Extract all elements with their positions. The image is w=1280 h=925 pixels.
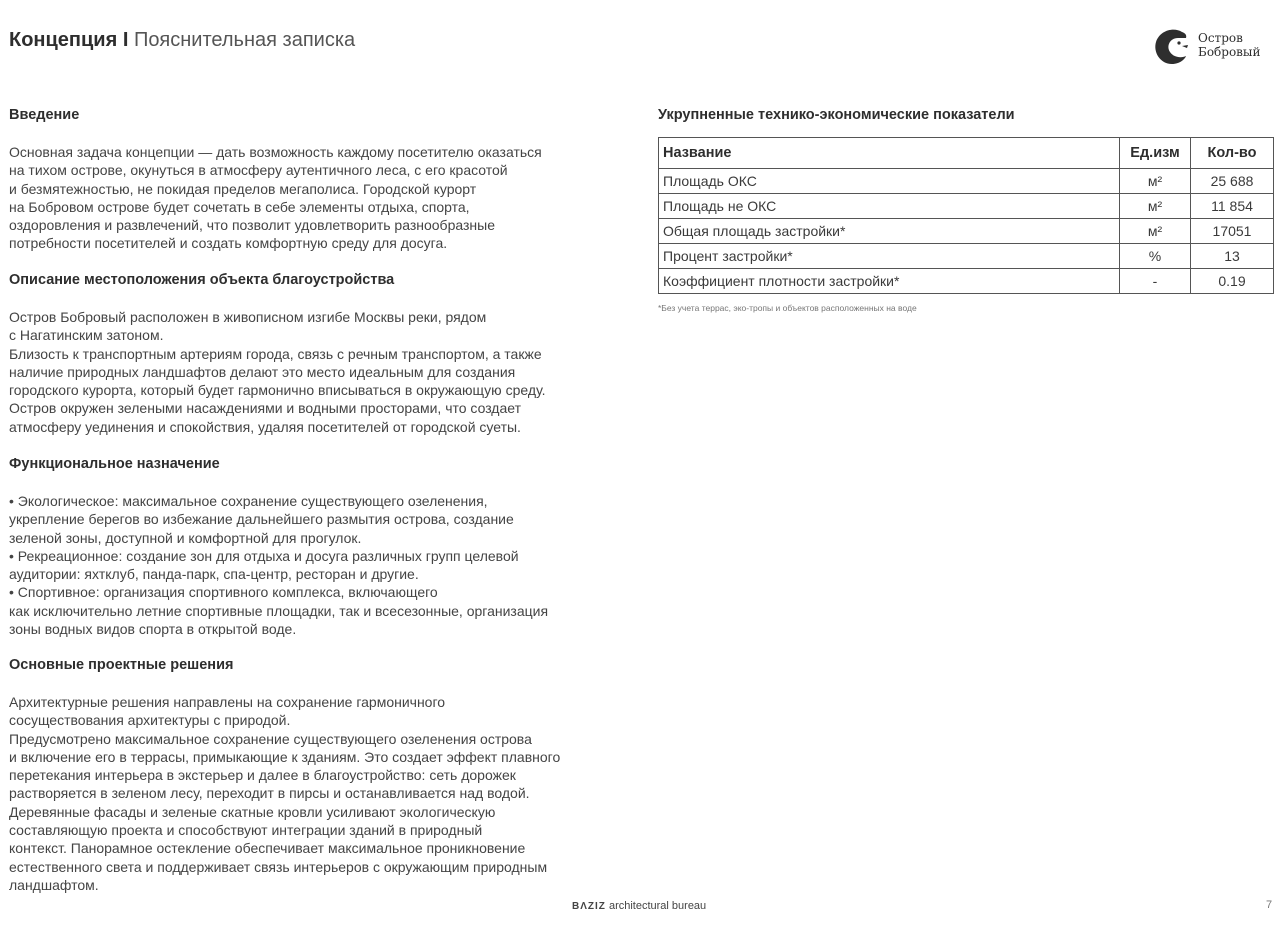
page-title-section: Концепция I bbox=[9, 29, 129, 51]
table-row bbox=[659, 169, 1274, 194]
section-heading-intro: Введение bbox=[9, 107, 80, 123]
column-header-unit: Ед.изм bbox=[1120, 138, 1191, 169]
table-footnote: *Без учета террас, эко-тропы и объектов расположенных на воде bbox=[658, 303, 917, 313]
row-qty: 17051 bbox=[1191, 219, 1274, 244]
section-text-solutions: Архитектурные решения направлены на сохранение гармоничного сосуществования архитектуры с природой. Предусмотрено максимальное сохранение существующего озеленения острова и включение его в террасы, примыкающие к зданиям. Это создает эффект плавного перетекания интерьера в экстерьер и далее в благоустройство: сеть дорожек растворяется в зеленом лесу, переходит в пирсы и останавливается над водой. Деревянные фасады и зеленые скатные кровли усиливают экологическую составляющую проекта и способствуют интеграции зданий в природный контекст. Панорамное остекление обеспечивает максимальное проникновение естественного света и поддерживает связь интерьеров с окружающим природным ландшафтом. bbox=[9, 694, 561, 893]
section-text-location: Остров Бобровый расположен в живописном изгибе Москвы реки, рядом с Нагатинским затоном. Близость к транспортным артериям города, связь с речным транспортом, а также наличие природных ландшафтов делают это место идеальным для создания городского курорта, который будет гармонично вписываться в окружающую среду. Остров окружен зелеными насаждениями и водными просторами, что создает атмосферу уединения и спокойствия, удаляя посетителей от городской суеты. bbox=[9, 309, 546, 435]
row-name: Общая площадь застройки* bbox=[659, 219, 1120, 244]
section-intro bbox=[9, 106, 629, 253]
table-row bbox=[659, 244, 1274, 269]
row-name: Процент застройки* bbox=[659, 244, 1120, 269]
column-header-name: Название bbox=[659, 138, 1120, 169]
section-solutions bbox=[9, 656, 629, 894]
section-text-intro: Основная задача концепции — дать возможность каждому посетителю оказаться на тихом острове, окунуться в атмосферу аутентичного леса, с его красотой и безмятежностью, не покидая пределов мегаполиса. Городской курорт на Бобровом острове будет сочетать в себе элементы отдыха, спорта, оздоровления и развлечений, что позволит удовлетворить разнообразные потребности посетителей и создать комфортную среду для досуга. bbox=[9, 144, 542, 252]
logo bbox=[1152, 26, 1276, 68]
page-title-subtitle: Пояснительная записка bbox=[133, 29, 356, 51]
section-text-function: • Экологическое: максимальное сохранение существующего озеленения, укрепление берегов во избежание дальнейшего размытия острова, создание зеленой зоны, доступной и комфортной для прогулок. • Рекреационное: создание зон для отдыха и досуга различных групп целевой аудитории: яхтклуб, панда-парк, спа-центр, ресторан и другие. • Спортивное: организация спортивного комплекса, включающего как исключительно летние спортивные площадки, так и всесезонные, организация зоны водных видов спорта в открытой воде. bbox=[9, 493, 549, 638]
logo-text bbox=[1198, 31, 1260, 59]
section-heading-solutions: Основные проектные решения bbox=[9, 657, 234, 673]
table-title: Укрупненные технико-экономические показатели bbox=[658, 107, 1015, 123]
footer-brand bbox=[572, 900, 706, 912]
section-heading-function: Функциональное назначение bbox=[9, 456, 220, 472]
row-unit: м² bbox=[1120, 169, 1191, 194]
section-location bbox=[9, 271, 629, 436]
brand-suffix: architectural bureau bbox=[605, 900, 707, 912]
table-header-row bbox=[659, 138, 1274, 169]
beaver-head-icon bbox=[1152, 26, 1192, 66]
table-row bbox=[659, 219, 1274, 244]
brand-logo: ВΛΖIΖ bbox=[572, 901, 606, 912]
right-column bbox=[658, 106, 1274, 313]
row-unit: % bbox=[1120, 244, 1191, 269]
column-header-qty: Кол-во bbox=[1191, 138, 1274, 169]
row-qty: 0.19 bbox=[1191, 269, 1274, 294]
row-unit: м² bbox=[1120, 194, 1191, 219]
row-unit: м² bbox=[1120, 219, 1191, 244]
table-row bbox=[659, 269, 1274, 294]
row-name: Коэффициент плотности застройки* bbox=[659, 269, 1120, 294]
section-function bbox=[9, 455, 629, 638]
page-number: 7 bbox=[1266, 899, 1273, 911]
table-row bbox=[659, 194, 1274, 219]
row-unit: - bbox=[1120, 269, 1191, 294]
logo-line-2: Бобровый bbox=[1198, 45, 1261, 59]
indicators-table bbox=[658, 137, 1274, 294]
row-qty: 11 854 bbox=[1191, 194, 1274, 219]
row-qty: 25 688 bbox=[1191, 169, 1274, 194]
row-name: Площадь не ОКС bbox=[659, 194, 1120, 219]
page-title bbox=[9, 27, 355, 53]
row-name: Площадь ОКС bbox=[659, 169, 1120, 194]
row-qty: 13 bbox=[1191, 244, 1274, 269]
section-heading-location: Описание местоположения объекта благоустройства bbox=[9, 272, 395, 288]
logo-line-1: Остров bbox=[1198, 31, 1243, 45]
